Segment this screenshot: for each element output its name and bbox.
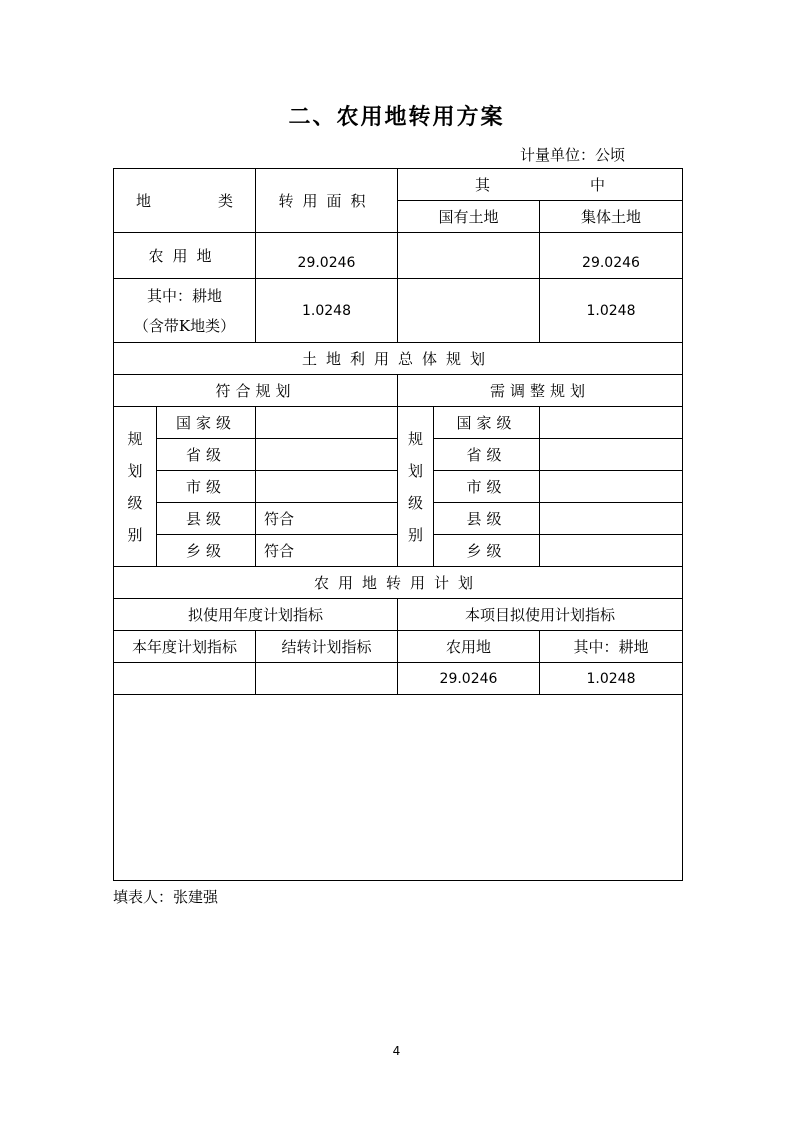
conform-city [256, 471, 398, 503]
page-number: 4 [392, 1044, 401, 1058]
adjust-province [540, 439, 683, 471]
level-city-right: 市级 [434, 471, 540, 503]
level-township-right: 乡级 [434, 535, 540, 567]
adjust-township [540, 535, 683, 567]
conform-national [256, 407, 398, 439]
level-township-left: 乡级 [157, 535, 256, 567]
conform-heading: 符合规划 [114, 375, 398, 407]
remarks-area [114, 695, 683, 881]
level-county-right: 县级 [434, 503, 540, 535]
adjust-county [540, 503, 683, 535]
cultivated-state [398, 279, 540, 343]
overall-plan-heading: 土地利用总体规划 [114, 343, 683, 375]
state-land-header: 国有土地 [398, 201, 540, 233]
cultivated-index-value: 1.0248 [540, 663, 683, 695]
level-national-left: 国家级 [157, 407, 256, 439]
cultivated-label: 其中：耕地 （含带K地类） [114, 279, 256, 343]
cultivated-collective: 1.0248 [540, 279, 683, 343]
annual-index-heading: 拟使用年度计划指标 [114, 599, 398, 631]
farmland-index-value: 29.0246 [398, 663, 540, 695]
farmland-state [398, 233, 540, 279]
conform-province [256, 439, 398, 471]
farmland-label: 农用地 [114, 233, 256, 279]
of-which-header: 其 中 [398, 169, 683, 201]
carried-over-value [256, 663, 398, 695]
page-title: 二、农用地转用方案 [288, 105, 505, 130]
adjust-national [540, 407, 683, 439]
farmland-collective: 29.0246 [540, 233, 683, 279]
land-type-header: 地 类 [114, 169, 256, 233]
level-label-left: 规 划 级 别 [114, 407, 157, 567]
collective-land-header: 集体土地 [540, 201, 683, 233]
conversion-plan-heading: 农用地转用计划 [114, 567, 683, 599]
area-header: 转用面积 [256, 169, 398, 233]
conversion-plan-table [113, 168, 683, 881]
form-filler: 填表人：张建强 [113, 888, 219, 906]
level-province-left: 省级 [157, 439, 256, 471]
this-year-heading: 本年度计划指标 [114, 631, 256, 663]
conform-county: 符合 [256, 503, 398, 535]
level-city-left: 市级 [157, 471, 256, 503]
level-national-right: 国家级 [434, 407, 540, 439]
farmland-area: 29.0246 [256, 233, 398, 279]
level-province-right: 省级 [434, 439, 540, 471]
adjust-city [540, 471, 683, 503]
adjust-heading: 需调整规划 [398, 375, 683, 407]
cultivated-area: 1.0248 [256, 279, 398, 343]
conform-township: 符合 [256, 535, 398, 567]
cultivated-index-heading: 其中：耕地 [540, 631, 683, 663]
project-index-heading: 本项目拟使用计划指标 [398, 599, 683, 631]
unit-label: 计量单位：公顷 [520, 146, 626, 164]
level-label-right: 规 划 级 别 [398, 407, 434, 567]
level-county-left: 县级 [157, 503, 256, 535]
carried-over-heading: 结转计划指标 [256, 631, 398, 663]
this-year-value [114, 663, 256, 695]
farmland-index-heading: 农用地 [398, 631, 540, 663]
